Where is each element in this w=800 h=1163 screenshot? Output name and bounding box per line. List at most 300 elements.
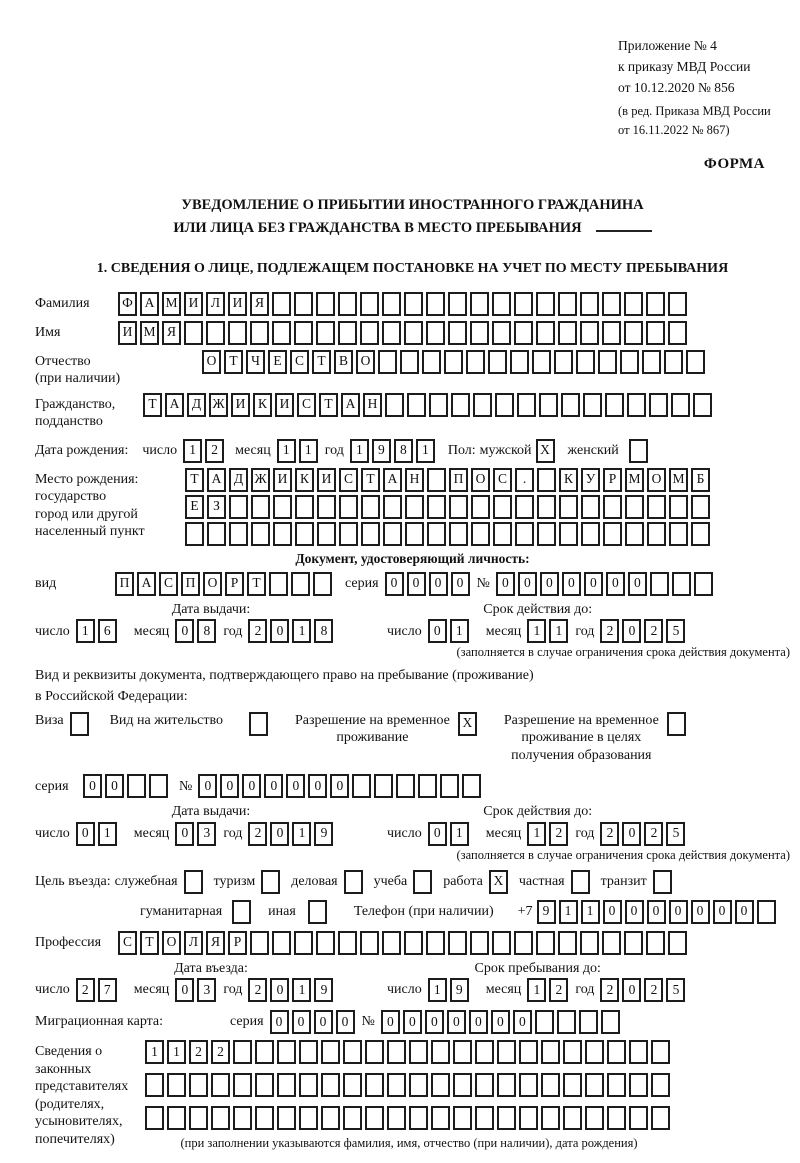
char-cell[interactable] xyxy=(497,1073,516,1097)
char-cell[interactable] xyxy=(605,393,624,417)
char-cell[interactable] xyxy=(255,1040,274,1064)
char-cell[interactable]: 0 xyxy=(308,774,327,798)
char-cell[interactable]: 0 xyxy=(270,1010,289,1034)
char-cell[interactable]: 1 xyxy=(549,619,568,643)
char-cell[interactable] xyxy=(669,495,688,519)
char-cell[interactable] xyxy=(493,522,512,546)
char-cell[interactable] xyxy=(585,1040,604,1064)
char-cell[interactable] xyxy=(409,1040,428,1064)
char-cell[interactable] xyxy=(492,292,511,316)
char-cell[interactable]: 0 xyxy=(518,572,537,596)
char-cell[interactable]: Ж xyxy=(209,393,228,417)
char-cell[interactable] xyxy=(625,522,644,546)
char-cell[interactable] xyxy=(475,1040,494,1064)
char-cell[interactable] xyxy=(317,495,336,519)
char-cell[interactable] xyxy=(405,495,424,519)
char-cell[interactable] xyxy=(431,1073,450,1097)
checkbox-cell[interactable] xyxy=(249,712,268,736)
char-cell[interactable] xyxy=(400,350,419,374)
char-cell[interactable] xyxy=(407,393,426,417)
char-cell[interactable]: 0 xyxy=(603,900,622,924)
char-cell[interactable] xyxy=(365,1040,384,1064)
char-cell[interactable] xyxy=(602,321,621,345)
checkbox-cell[interactable]: X xyxy=(489,870,508,894)
char-cell[interactable]: 9 xyxy=(314,822,333,846)
char-cell[interactable] xyxy=(440,774,459,798)
char-cell[interactable] xyxy=(563,1106,582,1130)
char-cell[interactable]: М xyxy=(669,468,688,492)
char-cell[interactable]: П xyxy=(115,572,134,596)
char-cell[interactable] xyxy=(189,1106,208,1130)
char-cell[interactable]: О xyxy=(647,468,666,492)
char-cell[interactable]: И xyxy=(317,468,336,492)
char-cell[interactable] xyxy=(598,350,617,374)
char-cell[interactable] xyxy=(603,495,622,519)
char-cell[interactable] xyxy=(382,292,401,316)
char-cell[interactable] xyxy=(383,522,402,546)
char-cell[interactable]: О xyxy=(162,931,181,955)
char-cell[interactable]: 1 xyxy=(350,439,369,463)
char-cell[interactable] xyxy=(559,495,578,519)
char-cell[interactable] xyxy=(559,522,578,546)
char-cell[interactable] xyxy=(603,522,622,546)
char-cell[interactable]: Я xyxy=(250,292,269,316)
char-cell[interactable] xyxy=(418,774,437,798)
char-cell[interactable] xyxy=(624,321,643,345)
char-cell[interactable] xyxy=(602,931,621,955)
char-cell[interactable] xyxy=(211,1106,230,1130)
char-cell[interactable] xyxy=(429,393,448,417)
char-cell[interactable] xyxy=(272,292,291,316)
char-cell[interactable] xyxy=(343,1106,362,1130)
char-cell[interactable] xyxy=(453,1073,472,1097)
char-cell[interactable] xyxy=(607,1106,626,1130)
char-cell[interactable] xyxy=(339,522,358,546)
char-cell[interactable] xyxy=(387,1073,406,1097)
checkbox-cell[interactable] xyxy=(184,870,203,894)
char-cell[interactable] xyxy=(343,1040,362,1064)
char-cell[interactable] xyxy=(343,1073,362,1097)
char-cell[interactable]: 0 xyxy=(270,978,289,1002)
char-cell[interactable]: Я xyxy=(162,321,181,345)
char-cell[interactable] xyxy=(470,292,489,316)
char-cell[interactable]: Т xyxy=(224,350,243,374)
char-cell[interactable]: 1 xyxy=(559,900,578,924)
char-cell[interactable] xyxy=(563,1040,582,1064)
char-cell[interactable] xyxy=(321,1073,340,1097)
char-cell[interactable]: 1 xyxy=(428,978,447,1002)
char-cell[interactable]: Д xyxy=(187,393,206,417)
char-cell[interactable] xyxy=(431,1040,450,1064)
char-cell[interactable]: Я xyxy=(206,931,225,955)
char-cell[interactable]: 0 xyxy=(76,822,95,846)
char-cell[interactable] xyxy=(624,931,643,955)
checkbox-cell[interactable] xyxy=(653,870,672,894)
char-cell[interactable] xyxy=(453,1040,472,1064)
char-cell[interactable] xyxy=(374,774,393,798)
char-cell[interactable] xyxy=(475,1106,494,1130)
char-cell[interactable] xyxy=(427,468,446,492)
char-cell[interactable] xyxy=(448,321,467,345)
char-cell[interactable] xyxy=(576,350,595,374)
char-cell[interactable] xyxy=(514,931,533,955)
char-cell[interactable] xyxy=(541,1106,560,1130)
char-cell[interactable] xyxy=(669,522,688,546)
char-cell[interactable]: 0 xyxy=(469,1010,488,1034)
char-cell[interactable] xyxy=(299,1073,318,1097)
char-cell[interactable] xyxy=(352,774,371,798)
char-cell[interactable] xyxy=(272,321,291,345)
char-cell[interactable] xyxy=(561,393,580,417)
char-cell[interactable]: Т xyxy=(319,393,338,417)
char-cell[interactable] xyxy=(255,1106,274,1130)
char-cell[interactable] xyxy=(462,774,481,798)
char-cell[interactable] xyxy=(537,495,556,519)
char-cell[interactable]: 0 xyxy=(336,1010,355,1034)
char-cell[interactable]: 2 xyxy=(600,978,619,1002)
char-cell[interactable]: Р xyxy=(225,572,244,596)
char-cell[interactable]: А xyxy=(207,468,226,492)
char-cell[interactable]: П xyxy=(449,468,468,492)
char-cell[interactable] xyxy=(294,931,313,955)
char-cell[interactable] xyxy=(427,522,446,546)
char-cell[interactable] xyxy=(317,522,336,546)
char-cell[interactable] xyxy=(361,522,380,546)
char-cell[interactable] xyxy=(338,292,357,316)
char-cell[interactable] xyxy=(646,931,665,955)
char-cell[interactable] xyxy=(757,900,776,924)
char-cell[interactable] xyxy=(488,350,507,374)
char-cell[interactable] xyxy=(426,292,445,316)
char-cell[interactable]: 2 xyxy=(644,619,663,643)
char-cell[interactable]: А xyxy=(341,393,360,417)
char-cell[interactable] xyxy=(558,321,577,345)
char-cell[interactable] xyxy=(510,350,529,374)
char-cell[interactable]: О xyxy=(356,350,375,374)
char-cell[interactable]: 8 xyxy=(197,619,216,643)
char-cell[interactable] xyxy=(250,931,269,955)
char-cell[interactable]: 0 xyxy=(496,572,515,596)
char-cell[interactable] xyxy=(672,572,691,596)
char-cell[interactable] xyxy=(470,321,489,345)
char-cell[interactable] xyxy=(321,1106,340,1130)
char-cell[interactable]: 0 xyxy=(286,774,305,798)
char-cell[interactable]: 9 xyxy=(314,978,333,1002)
char-cell[interactable] xyxy=(629,1106,648,1130)
char-cell[interactable] xyxy=(229,495,248,519)
char-cell[interactable] xyxy=(385,393,404,417)
char-cell[interactable] xyxy=(273,522,292,546)
char-cell[interactable]: 0 xyxy=(584,572,603,596)
char-cell[interactable] xyxy=(583,393,602,417)
char-cell[interactable]: С xyxy=(297,393,316,417)
char-cell[interactable]: 0 xyxy=(330,774,349,798)
char-cell[interactable] xyxy=(607,1040,626,1064)
char-cell[interactable]: 0 xyxy=(425,1010,444,1034)
char-cell[interactable]: Н xyxy=(405,468,424,492)
char-cell[interactable]: 2 xyxy=(76,978,95,1002)
char-cell[interactable]: К xyxy=(559,468,578,492)
char-cell[interactable]: 5 xyxy=(666,978,685,1002)
char-cell[interactable]: 0 xyxy=(491,1010,510,1034)
char-cell[interactable] xyxy=(207,522,226,546)
char-cell[interactable]: С xyxy=(339,468,358,492)
char-cell[interactable] xyxy=(497,1106,516,1130)
char-cell[interactable] xyxy=(365,1073,384,1097)
char-cell[interactable]: 2 xyxy=(549,822,568,846)
char-cell[interactable]: 0 xyxy=(540,572,559,596)
char-cell[interactable]: 2 xyxy=(644,822,663,846)
char-cell[interactable]: 0 xyxy=(606,572,625,596)
char-cell[interactable]: 8 xyxy=(394,439,413,463)
char-cell[interactable] xyxy=(427,495,446,519)
char-cell[interactable] xyxy=(405,522,424,546)
char-cell[interactable]: 9 xyxy=(537,900,556,924)
char-cell[interactable]: 0 xyxy=(385,572,404,596)
char-cell[interactable] xyxy=(255,1073,274,1097)
char-cell[interactable] xyxy=(383,495,402,519)
char-cell[interactable]: И xyxy=(118,321,137,345)
char-cell[interactable] xyxy=(671,393,690,417)
char-cell[interactable] xyxy=(378,350,397,374)
char-cell[interactable]: С xyxy=(290,350,309,374)
char-cell[interactable]: 1 xyxy=(416,439,435,463)
char-cell[interactable] xyxy=(519,1073,538,1097)
char-cell[interactable]: П xyxy=(181,572,200,596)
checkbox-cell[interactable] xyxy=(308,900,327,924)
char-cell[interactable] xyxy=(519,1106,538,1130)
char-cell[interactable] xyxy=(426,321,445,345)
char-cell[interactable]: 0 xyxy=(403,1010,422,1034)
char-cell[interactable]: 1 xyxy=(167,1040,186,1064)
char-cell[interactable] xyxy=(189,1073,208,1097)
char-cell[interactable]: 1 xyxy=(527,978,546,1002)
char-cell[interactable] xyxy=(184,321,203,345)
char-cell[interactable] xyxy=(448,292,467,316)
checkbox-cell[interactable] xyxy=(232,900,251,924)
char-cell[interactable] xyxy=(629,1040,648,1064)
char-cell[interactable]: 1 xyxy=(450,822,469,846)
char-cell[interactable]: 0 xyxy=(175,619,194,643)
char-cell[interactable] xyxy=(404,321,423,345)
char-cell[interactable] xyxy=(694,572,713,596)
char-cell[interactable] xyxy=(620,350,639,374)
char-cell[interactable] xyxy=(602,292,621,316)
char-cell[interactable]: 0 xyxy=(628,572,647,596)
char-cell[interactable]: М xyxy=(140,321,159,345)
char-cell[interactable] xyxy=(167,1073,186,1097)
char-cell[interactable] xyxy=(585,1073,604,1097)
char-cell[interactable]: Т xyxy=(247,572,266,596)
char-cell[interactable] xyxy=(272,931,291,955)
char-cell[interactable] xyxy=(537,522,556,546)
char-cell[interactable] xyxy=(313,572,332,596)
char-cell[interactable] xyxy=(537,468,556,492)
char-cell[interactable] xyxy=(426,931,445,955)
char-cell[interactable] xyxy=(686,350,705,374)
char-cell[interactable]: 1 xyxy=(145,1040,164,1064)
char-cell[interactable]: 0 xyxy=(447,1010,466,1034)
char-cell[interactable] xyxy=(422,350,441,374)
char-cell[interactable] xyxy=(185,522,204,546)
char-cell[interactable] xyxy=(535,1010,554,1034)
char-cell[interactable] xyxy=(404,292,423,316)
char-cell[interactable] xyxy=(536,292,555,316)
char-cell[interactable]: 8 xyxy=(314,619,333,643)
char-cell[interactable] xyxy=(668,931,687,955)
char-cell[interactable] xyxy=(558,292,577,316)
char-cell[interactable]: 2 xyxy=(205,439,224,463)
char-cell[interactable] xyxy=(514,292,533,316)
char-cell[interactable]: 5 xyxy=(666,619,685,643)
char-cell[interactable]: 6 xyxy=(98,619,117,643)
char-cell[interactable] xyxy=(316,931,335,955)
char-cell[interactable]: . xyxy=(515,468,534,492)
char-cell[interactable] xyxy=(649,393,668,417)
char-cell[interactable] xyxy=(365,1106,384,1130)
char-cell[interactable]: Ф xyxy=(118,292,137,316)
char-cell[interactable] xyxy=(269,572,288,596)
char-cell[interactable] xyxy=(387,1040,406,1064)
char-cell[interactable]: 0 xyxy=(381,1010,400,1034)
char-cell[interactable] xyxy=(360,321,379,345)
char-cell[interactable] xyxy=(693,393,712,417)
char-cell[interactable]: О xyxy=(203,572,222,596)
char-cell[interactable] xyxy=(382,321,401,345)
char-cell[interactable]: 0 xyxy=(622,822,641,846)
checkbox-cell[interactable] xyxy=(344,870,363,894)
checkbox-cell[interactable]: X xyxy=(536,439,555,463)
char-cell[interactable] xyxy=(471,522,490,546)
char-cell[interactable] xyxy=(580,292,599,316)
char-cell[interactable] xyxy=(277,1073,296,1097)
char-cell[interactable] xyxy=(532,350,551,374)
char-cell[interactable] xyxy=(470,931,489,955)
char-cell[interactable]: С xyxy=(493,468,512,492)
char-cell[interactable]: А xyxy=(165,393,184,417)
char-cell[interactable]: 0 xyxy=(407,572,426,596)
char-cell[interactable] xyxy=(471,495,490,519)
checkbox-cell[interactable] xyxy=(261,870,280,894)
char-cell[interactable] xyxy=(382,931,401,955)
char-cell[interactable] xyxy=(291,572,310,596)
char-cell[interactable]: Л xyxy=(206,292,225,316)
char-cell[interactable]: 1 xyxy=(98,822,117,846)
char-cell[interactable] xyxy=(206,321,225,345)
char-cell[interactable]: Т xyxy=(361,468,380,492)
char-cell[interactable] xyxy=(360,931,379,955)
char-cell[interactable] xyxy=(557,1010,576,1034)
char-cell[interactable]: Л xyxy=(184,931,203,955)
char-cell[interactable]: 0 xyxy=(622,619,641,643)
char-cell[interactable]: 9 xyxy=(372,439,391,463)
char-cell[interactable] xyxy=(668,321,687,345)
char-cell[interactable]: Б xyxy=(691,468,710,492)
char-cell[interactable] xyxy=(650,572,669,596)
char-cell[interactable] xyxy=(360,292,379,316)
char-cell[interactable] xyxy=(541,1040,560,1064)
char-cell[interactable] xyxy=(539,393,558,417)
char-cell[interactable]: 0 xyxy=(270,822,289,846)
char-cell[interactable] xyxy=(497,1040,516,1064)
char-cell[interactable] xyxy=(536,321,555,345)
char-cell[interactable]: 2 xyxy=(189,1040,208,1064)
char-cell[interactable]: Е xyxy=(268,350,287,374)
char-cell[interactable] xyxy=(299,1106,318,1130)
char-cell[interactable] xyxy=(519,1040,538,1064)
char-cell[interactable]: 0 xyxy=(292,1010,311,1034)
checkbox-cell[interactable] xyxy=(413,870,432,894)
char-cell[interactable] xyxy=(515,522,534,546)
char-cell[interactable]: А xyxy=(137,572,156,596)
char-cell[interactable]: Д xyxy=(229,468,248,492)
char-cell[interactable]: 3 xyxy=(197,978,216,1002)
char-cell[interactable] xyxy=(387,1106,406,1130)
char-cell[interactable]: 0 xyxy=(428,619,447,643)
char-cell[interactable] xyxy=(624,292,643,316)
char-cell[interactable] xyxy=(466,350,485,374)
char-cell[interactable] xyxy=(627,393,646,417)
char-cell[interactable]: 2 xyxy=(248,619,267,643)
char-cell[interactable]: 0 xyxy=(83,774,102,798)
char-cell[interactable]: 1 xyxy=(527,822,546,846)
char-cell[interactable]: М xyxy=(162,292,181,316)
char-cell[interactable] xyxy=(646,292,665,316)
char-cell[interactable]: 2 xyxy=(600,822,619,846)
char-cell[interactable] xyxy=(409,1106,428,1130)
char-cell[interactable]: 2 xyxy=(600,619,619,643)
checkbox-cell[interactable] xyxy=(70,712,89,736)
char-cell[interactable]: 1 xyxy=(299,439,318,463)
char-cell[interactable]: 1 xyxy=(292,978,311,1002)
char-cell[interactable] xyxy=(492,931,511,955)
char-cell[interactable] xyxy=(277,1040,296,1064)
char-cell[interactable] xyxy=(536,931,555,955)
char-cell[interactable]: 1 xyxy=(183,439,202,463)
char-cell[interactable]: 0 xyxy=(669,900,688,924)
char-cell[interactable]: 1 xyxy=(292,619,311,643)
char-cell[interactable]: 5 xyxy=(666,822,685,846)
char-cell[interactable]: 7 xyxy=(98,978,117,1002)
char-cell[interactable] xyxy=(646,321,665,345)
char-cell[interactable] xyxy=(228,321,247,345)
char-cell[interactable] xyxy=(250,321,269,345)
char-cell[interactable]: 0 xyxy=(220,774,239,798)
char-cell[interactable] xyxy=(451,393,470,417)
char-cell[interactable]: Н xyxy=(363,393,382,417)
char-cell[interactable] xyxy=(554,350,573,374)
char-cell[interactable]: К xyxy=(253,393,272,417)
char-cell[interactable] xyxy=(581,495,600,519)
char-cell[interactable]: А xyxy=(140,292,159,316)
char-cell[interactable]: 0 xyxy=(105,774,124,798)
char-cell[interactable] xyxy=(321,1040,340,1064)
char-cell[interactable] xyxy=(691,522,710,546)
char-cell[interactable]: 1 xyxy=(277,439,296,463)
char-cell[interactable]: Р xyxy=(228,931,247,955)
char-cell[interactable]: Т xyxy=(312,350,331,374)
char-cell[interactable]: И xyxy=(228,292,247,316)
char-cell[interactable]: 0 xyxy=(513,1010,532,1034)
char-cell[interactable]: 0 xyxy=(647,900,666,924)
char-cell[interactable] xyxy=(295,522,314,546)
char-cell[interactable] xyxy=(339,495,358,519)
char-cell[interactable] xyxy=(449,495,468,519)
char-cell[interactable]: 0 xyxy=(175,822,194,846)
char-cell[interactable] xyxy=(167,1106,186,1130)
char-cell[interactable] xyxy=(651,1073,670,1097)
char-cell[interactable]: 0 xyxy=(198,774,217,798)
